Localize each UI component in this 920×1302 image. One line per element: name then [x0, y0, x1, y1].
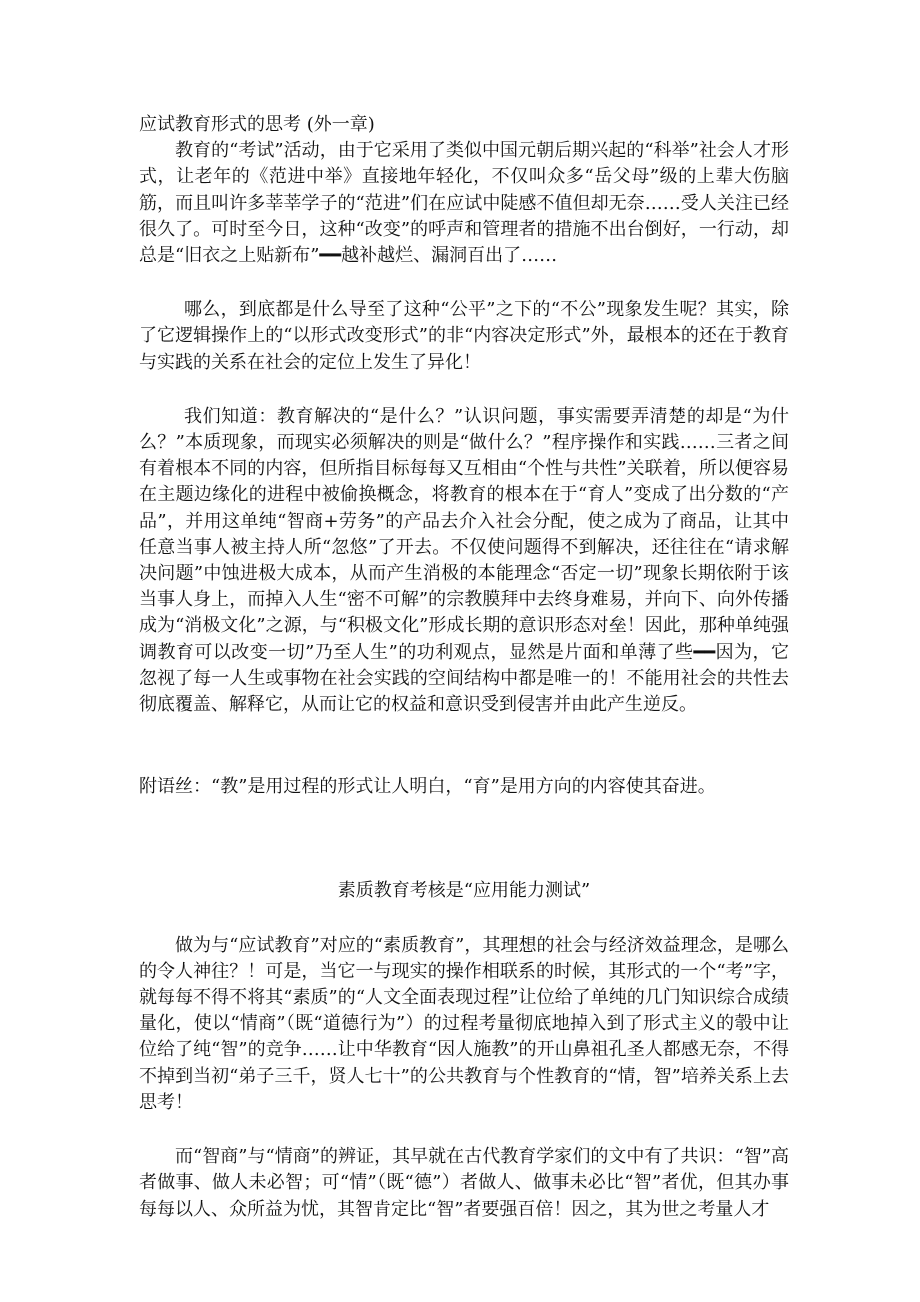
spacer	[139, 746, 789, 774]
postscript: 附语丝：“教”是用过程的形式让人明白，“育”是用方向的内容使其奋进。	[139, 776, 716, 798]
paragraph-1: 教育的“考试”活动，由于它采用了类似中国元朝后期兴起的“科举”社会人才形式，让老年的《范进中举》直接地年轻化，不仅叫众多“岳父母”级的上辈大伤脑筋，而且叫许多莘莘学子的“范进”们在应试中陡感不值但却无奈……受人关注已经很久了。可时至今日，这种“改变”的呼声和管理者的措施不出台倒好，一行动，却总是“旧衣之上贴新布”━━越补越烂、漏洞百出了……	[139, 140, 789, 267]
paragraph-3: 我们知道：教育解决的“是什么？”认识问题，事实需要弄清楚的却是“为什么？”本质现象，而现实必须解决的则是“做什么？”程序操作和实践……三者之间有着根本不同的内容，但所指目标每每又互相由“个性与共性”关联着，所以便容易在主题边缘化的进程中被偷换概念，将教育的根本在于“育人”变成了出分数的“产品”，并用这单纯“智商+劳务”的产品去介入社会分配，使之成为了商品，让其中任意当事人被主持人所“忽悠”了开去。不仅使问题得不到解决，还往往在“请求解决问题”中蚀进极大成本，从而产生消极的本能理念“否定一切”现象长期依附于该当事人身上，而掉入人生“密不可解”的宗教膜拜中去终身难易，并向下、向外传播成为“消极文化”之源，与“积极文化”形成长期的意识形态对垒！因此，那种单纯强调教育可以改变一切”乃至人生”的功利观点，显然是片面和单薄了些━━因为，它忽视了每一人生或事物在社会实践的空间结构中都是唯一的！不能用社会的共性去彻底覆盖、解释它，从而让它的权益和意识受到侵害并由此产生逆反。	[139, 405, 789, 716]
section-title: 素质教育考核是“应用能力测试”	[337, 880, 591, 902]
document-page	[139, 112, 789, 1223]
spacer	[139, 376, 789, 404]
spacer	[139, 718, 789, 746]
spacer	[139, 905, 789, 933]
spacer	[139, 269, 789, 297]
paragraph-2: 哪么，到底都是什么导至了这种“公平”之下的“不公”现象发生呢？其实，除了它逻辑操作上的“以形式改变形式”的非“内容决定形式”外，最根本的还在于教育与实践的关系在社会的定位上发生了异化！	[139, 299, 789, 373]
paragraph-4: 做为与“应试教育”对应的“素质教育”，其理想的社会与经济效益理念，是哪么的令人神往？！可是，当它一与现实的操作相联系的时候，其形式的一个“考”字，就每每不得不将其“素质”的“人文全面表现过程”让位给了单纯的几门知识综合成绩量化，使以“情商”（既“道德行为”）的过程考量彻底地掉入到了形式主义的彀中让位给了纯“智”的竞争……让中华教育“因人施教”的开山鼻祖孔圣人都感无奈，不得不掉到当初“弟子三千，贤人七十”的公共教育与个性教育的“情，智”培养关系上去思考！	[139, 934, 789, 1113]
paragraph-5: 而“智商”与“情商”的辨证，其早就在古代教育学家们的文中有了共识：“智”高者做事、做人未必智；可“情”（既“德”）者做人、做事未必比“智”者优，但其办事每每以人、众所益为忧，其智肯定比“智”者要强百倍！因之，其为世之考量人才	[139, 1146, 789, 1220]
document-title: 应试教育形式的思考 (外一章)	[139, 114, 375, 135]
spacer	[139, 1116, 789, 1144]
spacer	[139, 800, 789, 878]
